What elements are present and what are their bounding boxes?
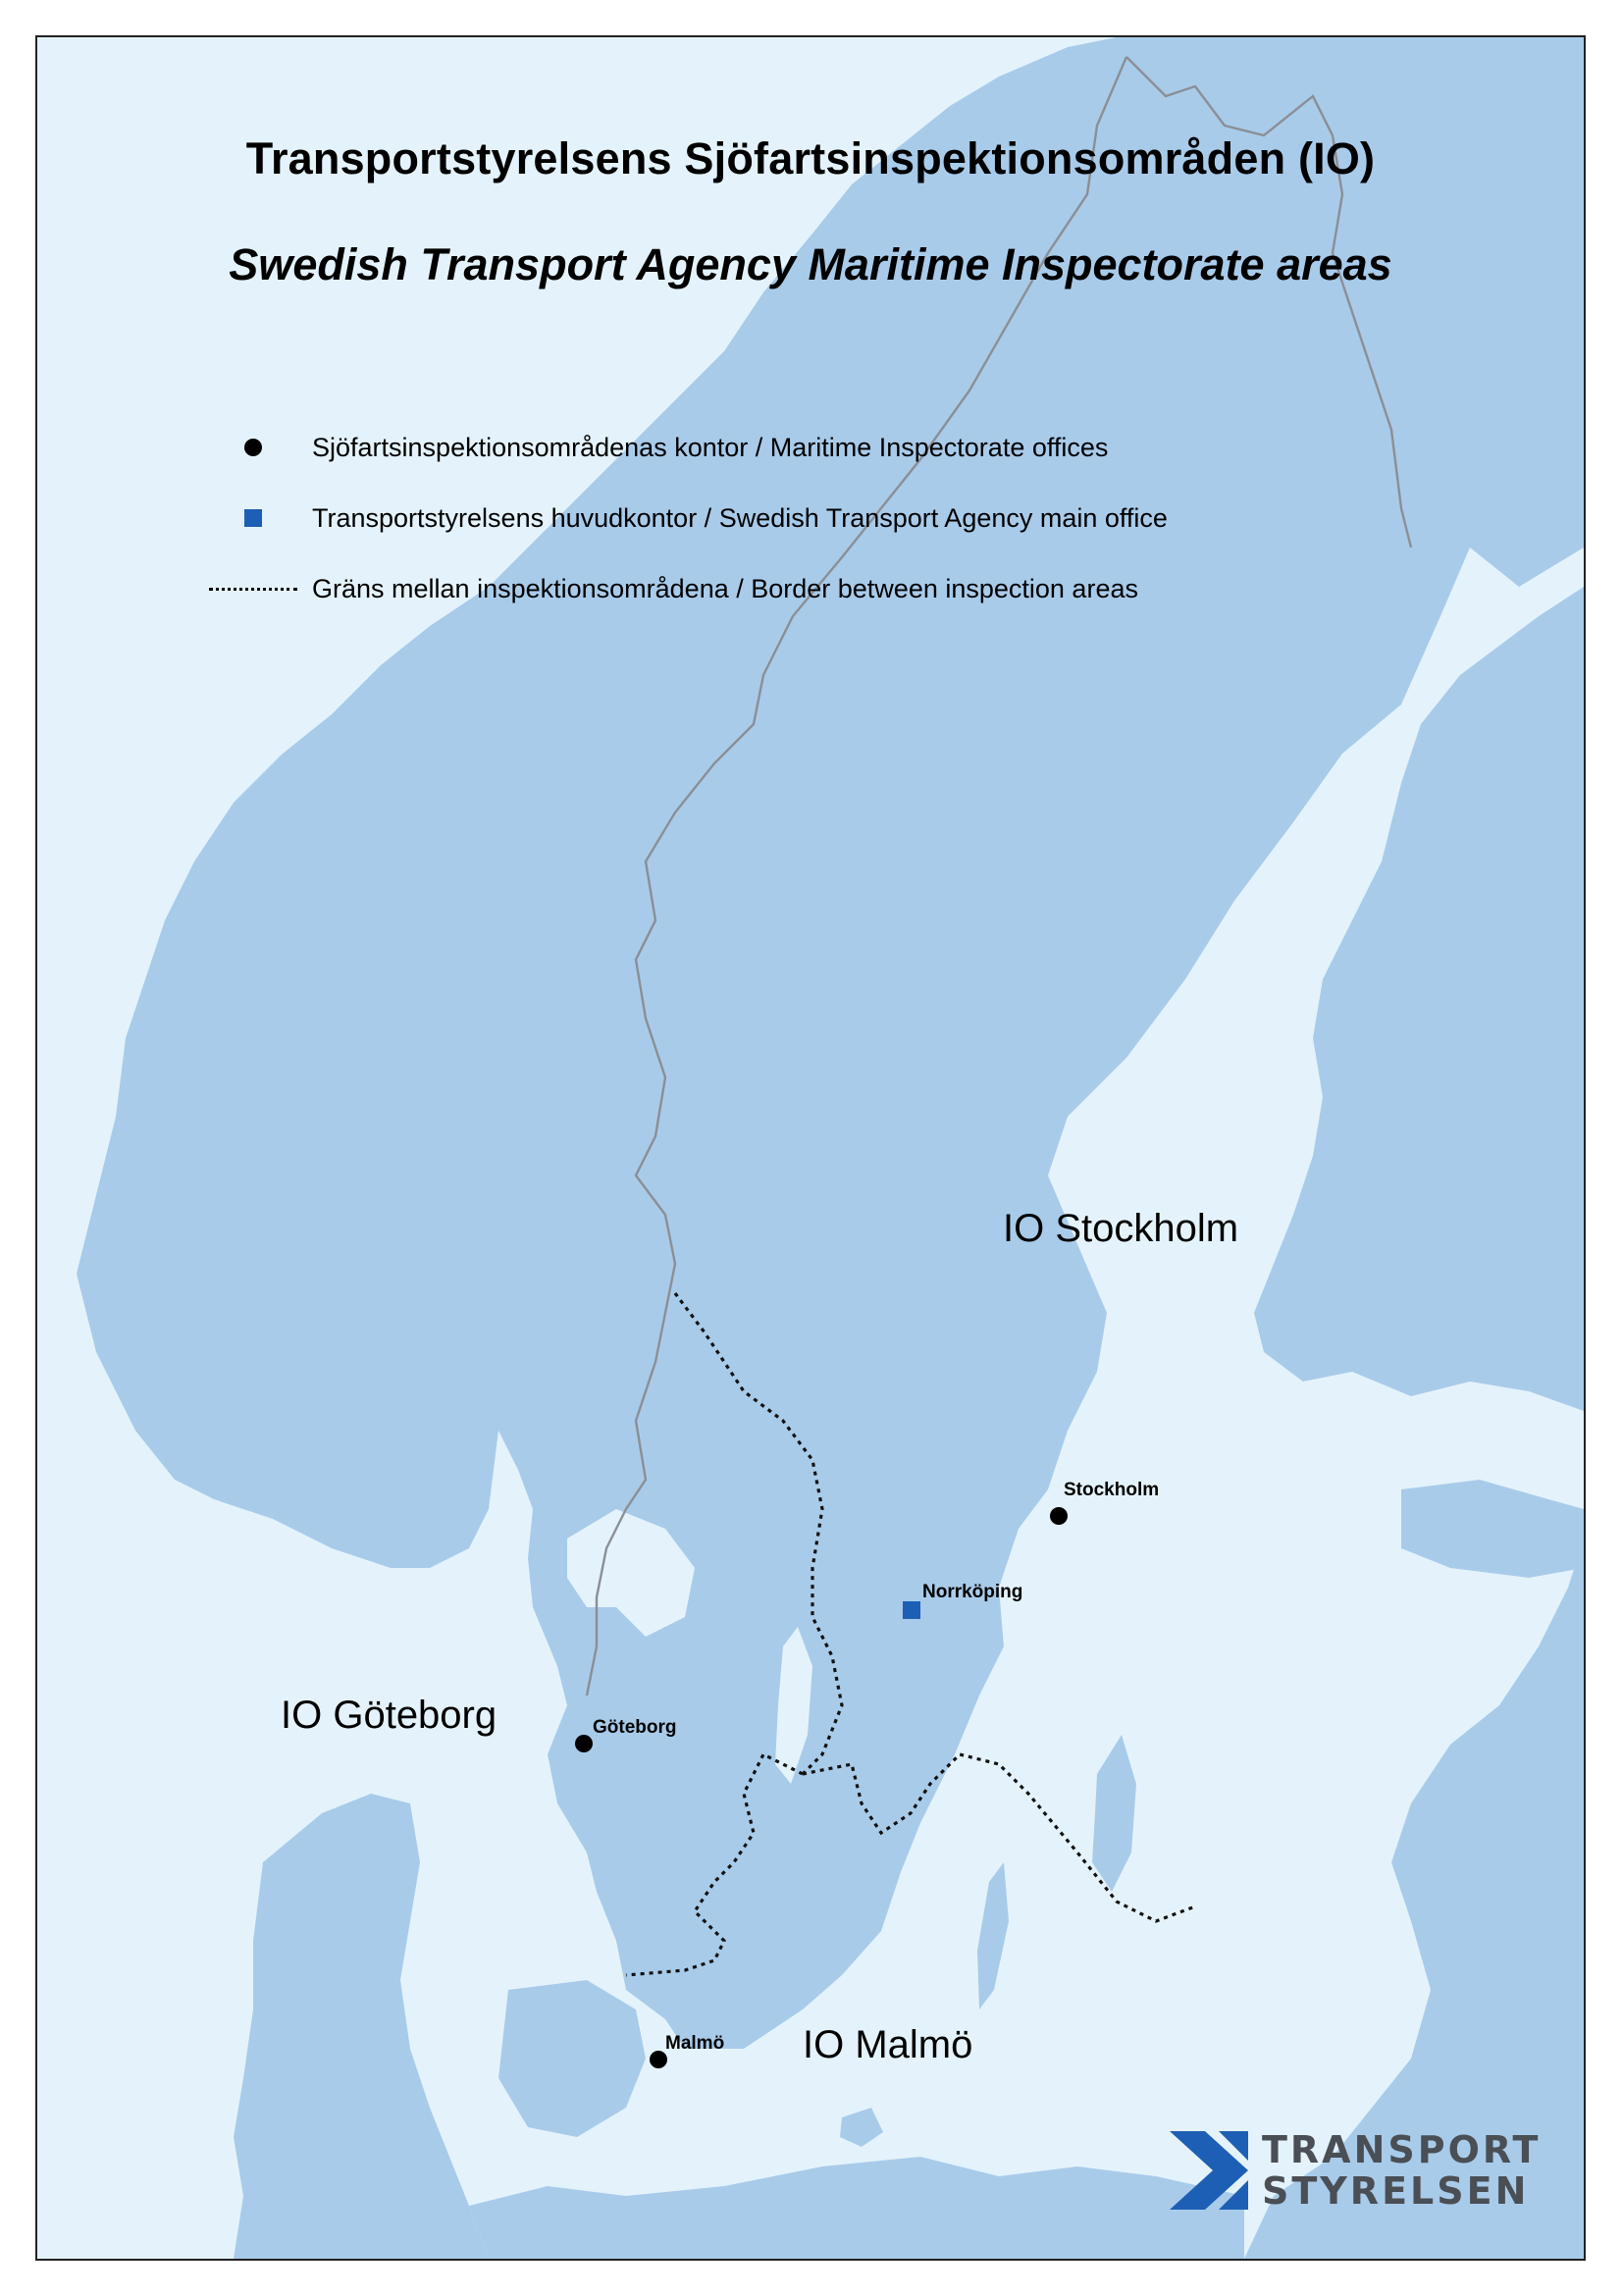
bornholm-landmass [840,2108,883,2147]
legend-main-office-label: Transportstyrelsens huvudkontor / Swedish Transport Agency main office [312,502,1168,533]
area-label-malmo: IO Malmö [803,2023,973,2066]
city-label-stockholm: Stockholm [1064,1480,1160,1500]
legend-offices-label: Sjöfartsinspektionsområdenas kontor / Maritime Inspectorate offices [312,432,1109,462]
denmark-landmass [234,1794,489,2259]
legend-offices [194,428,1108,467]
blue-square-icon [194,509,312,527]
transportstyrelsen-logo [1170,2129,1541,2212]
map-title: Transportstyrelsens Sjöfartsinspektionsområden (IO) [245,133,1376,183]
area-label-stockholm: IO Stockholm [1003,1207,1239,1250]
oland-landmass [977,1862,1009,2009]
logo-text-line1: TRANSPORT [1262,2128,1542,2171]
map-canvas [37,37,1584,2259]
estonia-landmass [1401,1480,1584,1578]
logo-text-line2: STYRELSEN [1262,2169,1530,2213]
city-label-norrkoping: Norrköping [922,1582,1023,1602]
zealand-landmass [498,1980,646,2137]
map-frame [35,35,1586,2261]
legend-main-office [194,498,1168,538]
goteborg-office-marker [575,1735,593,1752]
logo-text [1262,2129,1541,2212]
black-dot-icon [194,439,312,456]
map-subtitle: Swedish Transport Agency Maritime Inspectorate areas [229,239,1392,289]
city-label-malmo: Malmö [665,2033,725,2054]
legend-border [194,569,1138,608]
dotted-line-icon [194,588,312,591]
stockholm-office-marker [1050,1507,1068,1525]
norrkoping-main-office-marker [903,1601,920,1619]
legend-border-label: Gräns mellan inspektionsområdena / Border between inspection areas [312,573,1138,603]
area-label-goteborg: IO Göteborg [281,1694,497,1737]
germany-landmass [469,2157,1244,2259]
gotland-landmass [1092,1735,1136,1892]
transportstyrelsen-logo-mark-icon [1170,2131,1248,2210]
city-label-goteborg: Göteborg [593,1717,677,1738]
